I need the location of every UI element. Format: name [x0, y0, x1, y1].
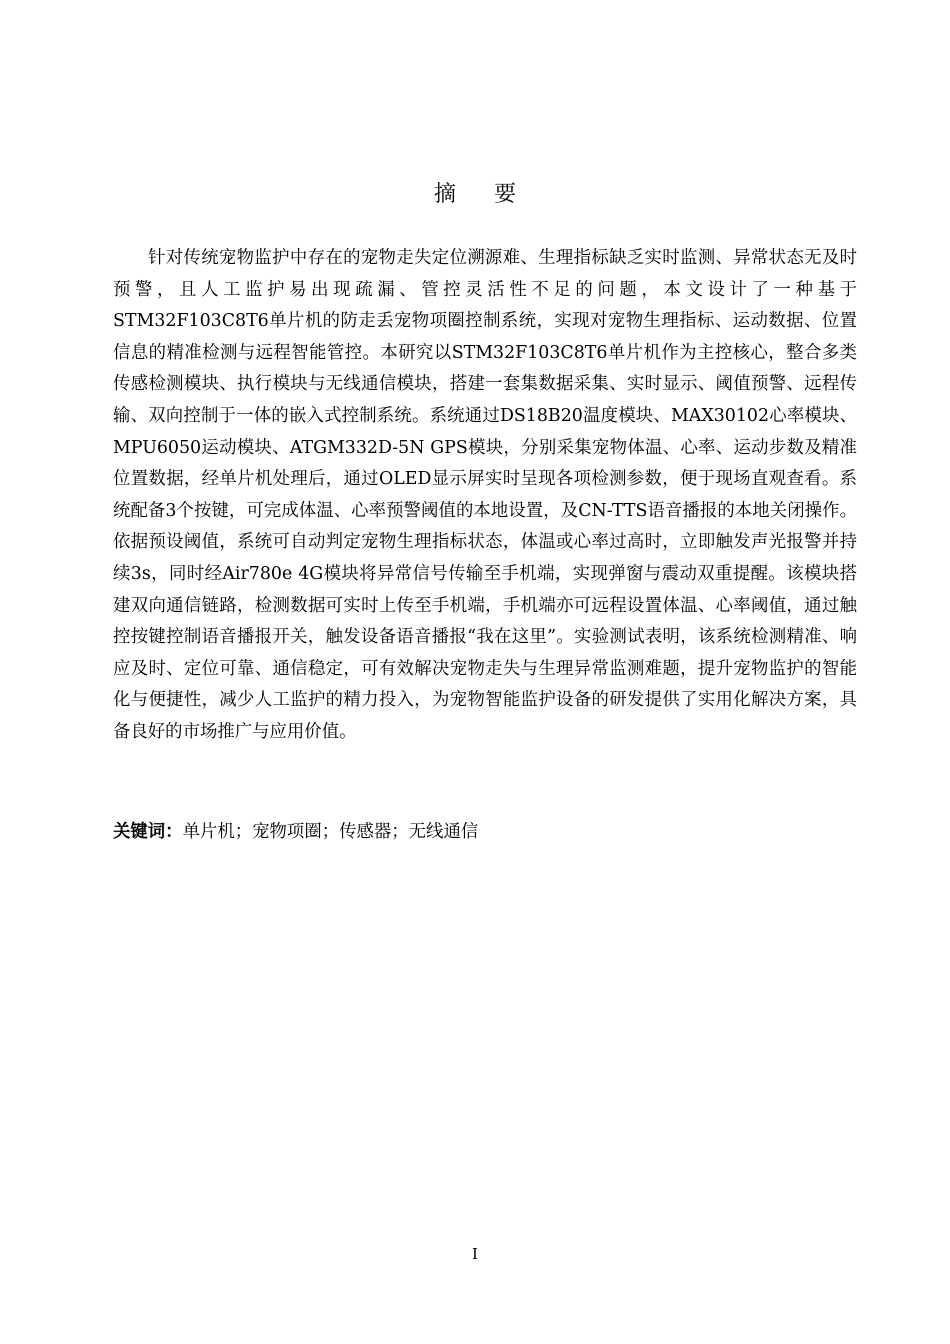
keywords-label: 关键词： — [113, 822, 183, 842]
keywords-list: 单片机；宠物项圈；传感器；无线通信 — [182, 822, 479, 842]
abstract-paragraph: 针对传统宠物监护中存在的宠物走失定位溯源难、生理指标缺乏实时监测、异常状态无及时预警，且人工监护易出现疏漏、管控灵活性不足的问题，本文设计了一种基于STM32F103C8T6单片机的防走丢宠物项圈控制系统，实现对宠物生理指标、运动数据、位置信息的精准检测与远程智能管控。本研究以STM32F103C8T6单片机作为主控核心，整合多类传感检测模块、执行模块与无线通信模块，搭建一套集数据采集、实时显示、阈值预警、远程传输、双向控制于一体的嵌入式控制系统。系统通过DS18B20温度模块、MAX30102心率模块、MPU6050运动模块、ATGM332D-5N GPS模块，分别采集宠物体温、心率、运动步数及精准位置数据，经单片机处理后，通过OLED显示屏实时呈现各项检测参数，便于现场直观查看。系统配备3个按键，可完成体温、心率预警阈值的本地设置，及CN-TTS语音播报的本地关闭操作。依据预设阈值，系统可自动判定宠物生理指标状态，体温或心率过高时，立即触发声光报警并持续3s，同时经Air780e 4G模块将异常信号传输至手机端，实现弹窗与震动双重提醒。该模块搭建双向通信链路，检测数据可实时上传至手机端，手机端亦可远程设置体温、心率阈值，通过触控按键控制语音播报开关，触发设备语音播报“我在这里”。实验测试表明，该系统检测精准、响应及时、定位可靠、通信稳定，可有效解决宠物走失与生理异常监测难题，提升宠物监护的智能化与便捷性，减少人工监护的精力投入，为宠物智能监护设备的研发提供了实用化解决方案，具备良好的市场推广与应用价值。 — [113, 248, 857, 742]
page-number: I — [472, 1245, 478, 1263]
abstract-title: 摘要 — [433, 182, 554, 207]
keywords-line — [113, 817, 857, 847]
